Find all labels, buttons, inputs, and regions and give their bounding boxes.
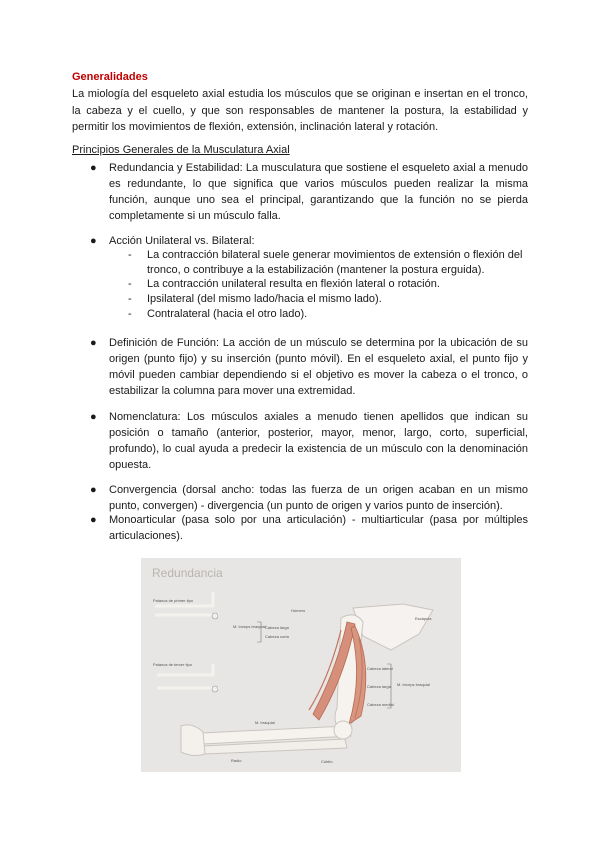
bullet-icon: ● (90, 514, 97, 526)
section-subtitle: Principios Generales de la Musculatura Axial (72, 144, 290, 156)
dash-icon: - (128, 278, 132, 290)
bullet-icon: ● (90, 235, 97, 247)
sub-list-item-text: Contralateral (hacia el otro lado). (147, 308, 308, 320)
figure-label: Húmero (291, 608, 306, 613)
figure-label: Cabeza medial (367, 702, 394, 707)
section-heading: Generalidades (72, 71, 148, 83)
figure-label: M. bíceps braquial (233, 624, 266, 629)
figure-title: Redundancia (152, 566, 223, 580)
sub-list-item-text: Ipsilateral (del mismo lado/hacia el mismo lado). (147, 293, 382, 305)
list-item-text: Nomenclatura: Los músculos axiales a menudo tienen apellidos que indican su posición o tamaño (anterior, posterior, mayor, menor, largo, corto, superficial, profundo), lo cual ayuda a predecir la existencia de un músculo con la denominación opuesta. (109, 411, 528, 471)
dash-icon: - (128, 308, 132, 320)
figure-label: Palanca de tercer tipo (153, 662, 192, 667)
sub-list-item-text: La contracción bilateral suele generar movimientos de extensión o flexión del tronco, o contribuye a la estabilización (mantener la postura erguida). (147, 249, 523, 276)
figure-label: Cabeza larga (265, 625, 289, 630)
figure-label: Palanca de primer tipo (153, 598, 194, 603)
figure-label: Escápula (415, 616, 432, 621)
bullet-icon: ● (90, 162, 97, 174)
figure-label: M. tríceps braquial (397, 682, 430, 687)
dash-icon: - (128, 293, 132, 305)
figure-label: Radio (231, 758, 242, 763)
bullet-icon: ● (90, 484, 97, 496)
list-item-text: Definición de Función: La acción de un músculo se determina por la ubicación de su origen (punto fijo) y su inserción (punto móvil). En el esqueleto axial, el punto fijo y móvil pueden cambiar dependiendo si el objetivo es mover la cabeza o el tronco, o estabilizar la columna para mover una extremidad. (109, 337, 528, 397)
redundancy-figure (141, 558, 461, 772)
list-item-text: Redundancia y Estabilidad: La musculatura que sostiene el esqueleto axial a menudo es redundante, lo que significa que varios músculos pueden realizar la misma función, aunque uno sea el principal, garantizando que la función no se pierda completamente si un músculo falla. (109, 162, 528, 222)
list-item-text: Acción Unilateral vs. Bilateral: (109, 235, 255, 247)
lever-diagram-first (155, 592, 219, 615)
figure-label: Cúbito (321, 759, 333, 764)
bullet-icon: ● (90, 337, 97, 349)
figure-label: Cabeza lateral (367, 666, 393, 671)
lever-diagram-third (157, 664, 219, 688)
figure-label: Cabeza corta (265, 634, 289, 639)
dash-icon: - (128, 249, 132, 261)
intro-paragraph: La miología del esqueleto axial estudia los músculos que se originan e insertan en el tronco, la cabeza y el cuello, y que son responsables de mantener la postura, la estabilidad y permitir los movimientos de flexión, extensión, inclinación lateral y rotación. (72, 88, 528, 133)
list-item-text: Monoarticular (pasa solo por una articulación) - multiarticular (pasa por múltiples articulaciones). (109, 514, 528, 542)
figure-label: M. braquial (255, 720, 275, 725)
sub-list-item-text: La contracción unilateral resulta en flexión lateral o rotación. (147, 278, 440, 290)
bullet-icon: ● (90, 411, 97, 423)
figure-label: Cabeza larga (367, 684, 391, 689)
list-item-text: Convergencia (dorsal ancho: todas las fuerza de un origen acaban en un mismo punto, convergen) - divergencia (un punto de origen y varios punto de inserción). (109, 484, 528, 512)
